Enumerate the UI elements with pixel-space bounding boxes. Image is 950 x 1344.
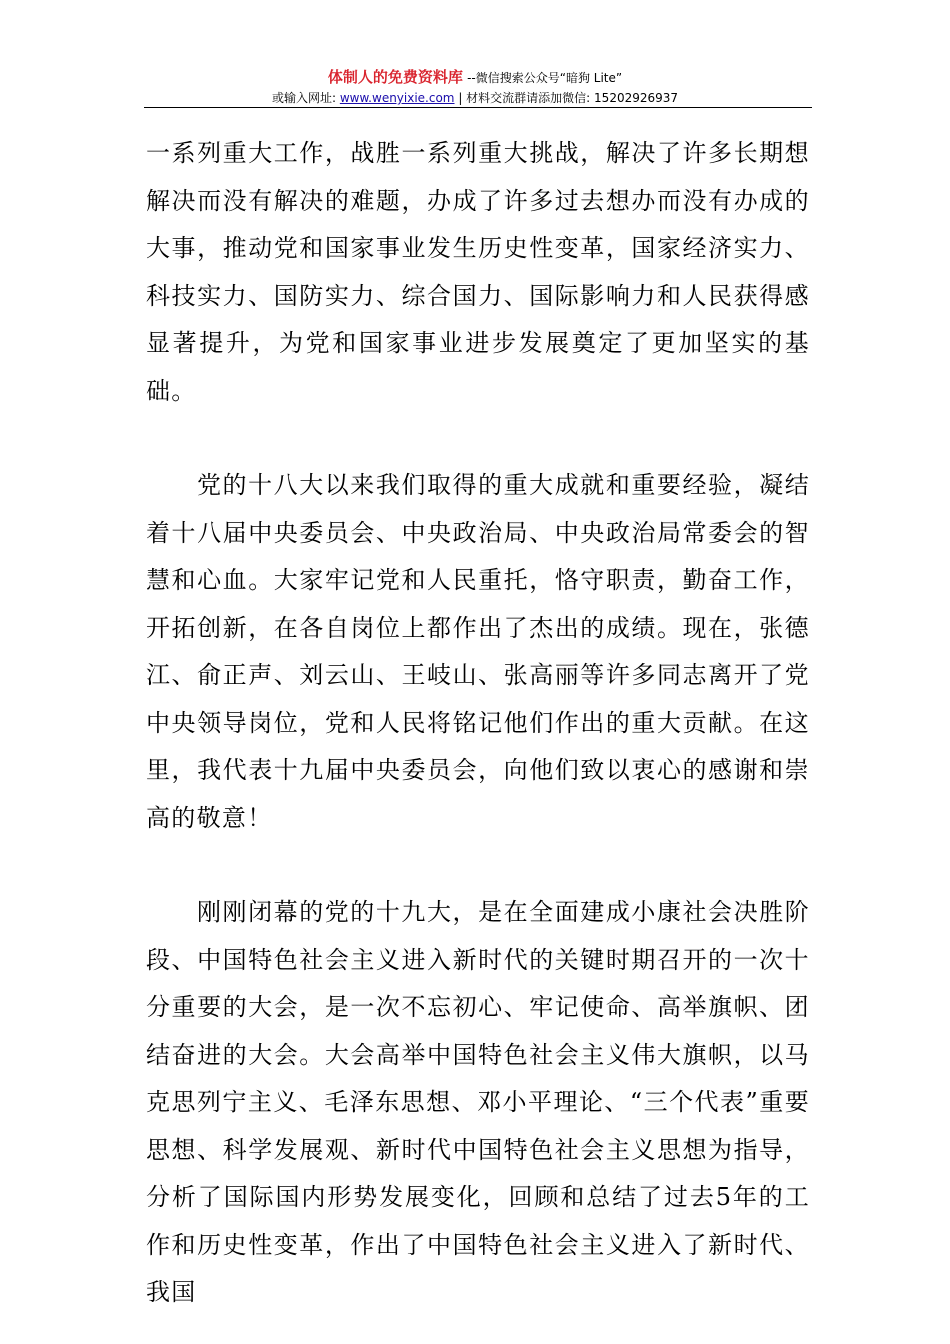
paragraph-gap [146,842,810,889]
contact-info: | 材料交流群请添加微信: 15202926937 [458,91,679,105]
document-body [146,130,810,1317]
header-divider [144,107,812,108]
header-url-line [0,90,950,106]
brand-title: 体制人的免费资料库 [327,68,463,86]
paragraph-1: 一系列重大工作，战胜一系列重大挑战，解决了许多长期想解决而没有解决的难题，办成了许多过去想办而没有办成的大事，推动党和国家事业发生历史性变革，国家经济实力、科技实力、国防实力、综合国力、国际影响力和人民获得感显著提升，为党和国家事业进步发展奠定了更加坚实的基础。 [146,139,810,405]
url-prefix: 或输入网址: [271,91,337,105]
paragraph-2: 党的十八大以来我们取得的重大成就和重要经验，凝结着十八届中央委员会、中央政治局、中央政治局常委会的智慧和心血。大家牢记党和人民重托，恪守职责，勤奋工作，开拓创新，在各自岗位上都作出了杰出的成绩。现在，张德江、俞正声、刘云山、王岐山、张高丽等许多同志离开了党中央领导岗位，党和人民将铭记他们作出的重大贡献。在这里，我代表十九届中央委员会，向他们致以衷心的感谢和崇高的敬意！ [146,471,810,832]
paragraph-gap [146,415,810,462]
paragraph-3: 刚刚闭幕的党的十九大，是在全面建成小康社会决胜阶段、中国特色社会主义进入新时代的关键时期召开的一次十分重要的大会，是一次不忘初心、牢记使命、高举旗帜、团结奋进的大会。大会高举中国特色社会主义伟大旗帜，以马克思列宁主义、毛泽东思想、邓小平理论、“三个代表”重要思想、科学发展观、新时代中国特色社会主义思想为指导，分析了国际国内形势发展变化，回顾和总结了过去5年的工作和历史性变革，作出了中国特色社会主义进入了新时代、我国 [146,898,810,1306]
website-link[interactable]: www.wenyixie.com [339,91,455,105]
header-brand-line [0,68,950,88]
page-header [0,68,950,106]
brand-note: --微信搜索公众号“暗狗 Lite” [467,71,623,85]
